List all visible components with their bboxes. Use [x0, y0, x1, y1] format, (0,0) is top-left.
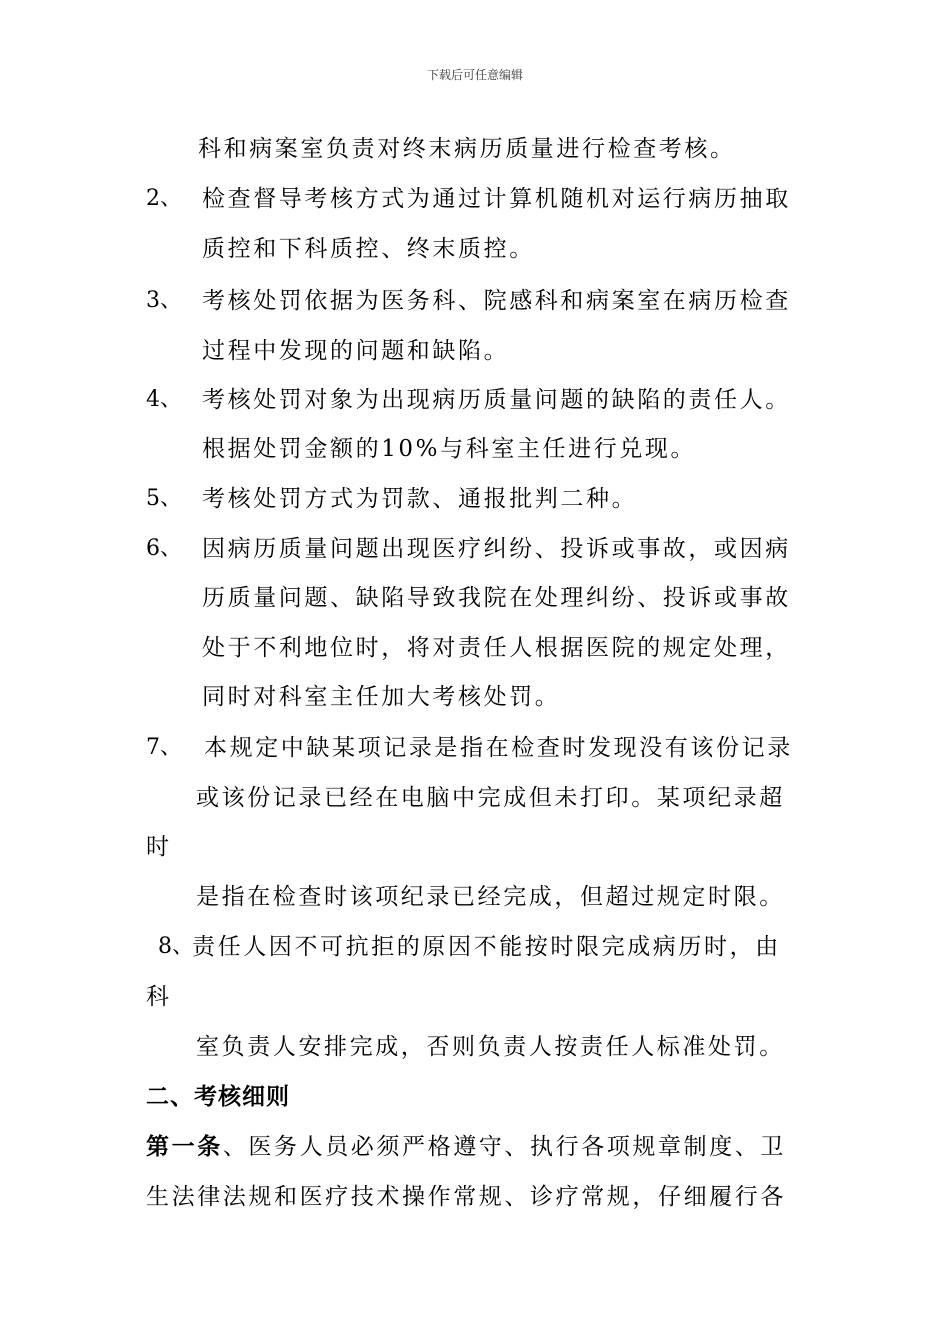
paragraph-line: 因病历质量问题出现医疗纠纷、投诉或事故，或因病 [202, 536, 791, 562]
paragraph-line: 科和病案室负责对终末病历质量进行检查考核。 [198, 136, 736, 162]
paragraph-line: 本规定中缺某项记录是指在检查时发现没有该份记录 [204, 735, 793, 761]
paragraph-line: 检查督导考核方式为通过计算机随机对运行病历抽取 [202, 186, 791, 212]
paragraph-line: 责任人因不可抗拒的原因不能按时限完成病历时，由 [192, 934, 781, 960]
paragraph-line: 考核处罚对象为出现病历质量问题的缺陷的责任人。 [202, 387, 791, 413]
paragraph-line: 是指在检查时该项纪录已经完成，但超过规定时限。 [196, 884, 785, 910]
paragraph-line: 科 [146, 984, 172, 1010]
paragraph-line: 过程中发现的问题和缺陷。 [202, 338, 510, 364]
paragraph-line: 同时对科室主任加大考核处罚。 [202, 684, 561, 710]
paragraph-line: 时 [146, 834, 172, 860]
paragraph-line: 室负责人安排完成，否则负责人按责任人标准处罚。 [196, 1034, 785, 1060]
paragraph-line: 质控和下科质控、终末质控。 [202, 236, 535, 262]
article-line [146, 1132, 786, 1162]
list-number: 6、 [146, 536, 182, 561]
list-number: 5、 [146, 486, 182, 511]
paragraph-line: 考核处罚方式为罚款、通报批判二种。 [202, 486, 638, 512]
paragraph-line: 处于不利地位时，将对责任人根据医院的规定处理， [202, 635, 791, 661]
list-number: 7、 [146, 735, 182, 760]
list-number: 2、 [146, 186, 182, 211]
paragraph-line: 历质量问题、缺陷导致我院在处理纠纷、投诉或事故 [202, 585, 791, 611]
article-label: 第一条 [146, 1133, 223, 1160]
paragraph-line: 或该份记录已经在电脑中完成但未打印。某项纪录超 [196, 785, 785, 811]
page-header: 下载后可任意编辑 [426, 68, 523, 82]
list-number: 3、 [146, 288, 182, 313]
paragraph-line: 生法律法规和医疗技术操作常规、诊疗常规，仔细履行各 [146, 1184, 786, 1210]
paragraph-line: 根据处罚金额的10%与科室主任进行兑现。 [202, 436, 697, 462]
list-number: 4、 [146, 387, 182, 412]
article-text: 、医务人员必须严格遵守、执行各项规章制度、卫 [222, 1134, 787, 1160]
list-number: 8、 [158, 934, 194, 959]
paragraph-line: 考核处罚依据为医务科、院感科和病案室在病历检查 [202, 288, 791, 314]
section-heading: 二、考核细则 [146, 1083, 290, 1110]
